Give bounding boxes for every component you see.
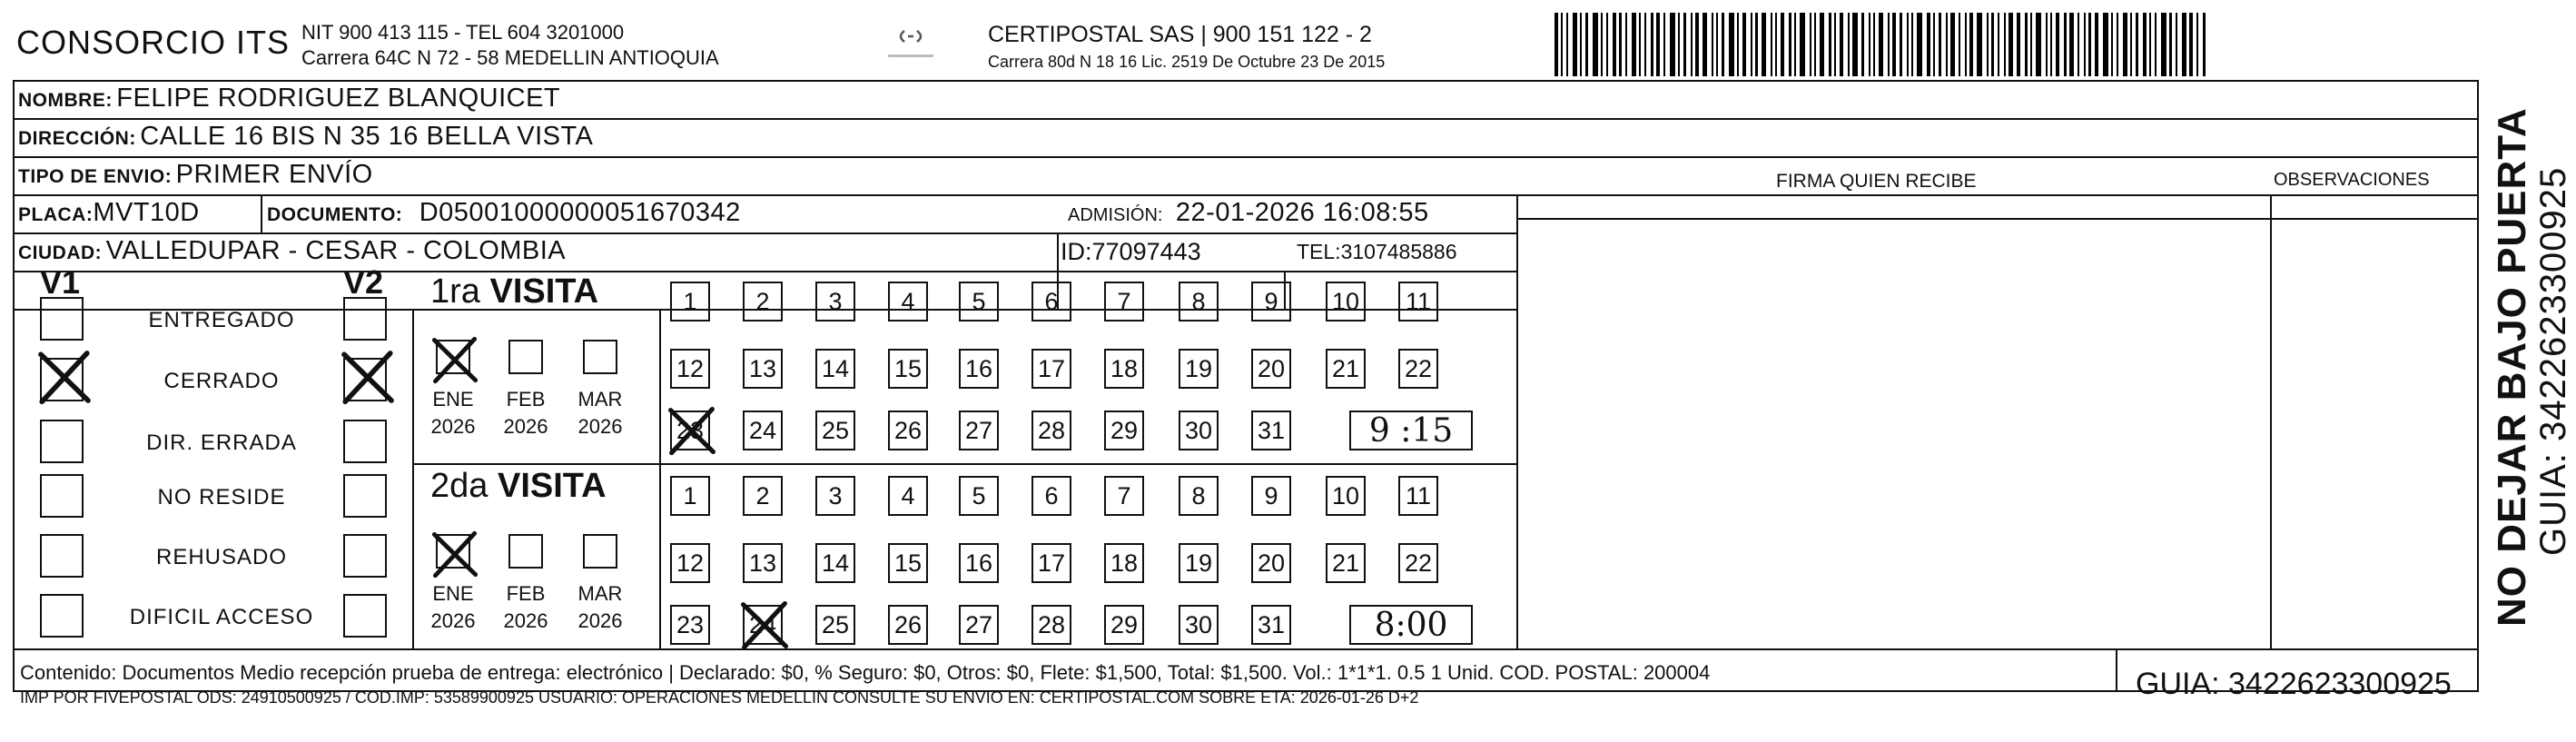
month-label: FEB — [506, 388, 546, 411]
day-box[interactable]: 24 — [743, 411, 783, 450]
v2-label: V2 — [343, 263, 384, 301]
day-box[interactable]: 16 — [959, 543, 999, 583]
status-label: REHUSADO — [155, 545, 288, 569]
month-label: FEB — [506, 582, 546, 605]
day-box[interactable]: 18 — [1104, 543, 1144, 583]
visit-title: 1ra VISITA — [430, 272, 599, 311]
month-checkbox[interactable] — [436, 534, 470, 569]
barcode-bar — [1585, 13, 1588, 76]
barcode-bar — [1716, 13, 1718, 76]
ciudad-label: CIUDAD: — [18, 242, 103, 263]
direccion-value: CALLE 16 BIS N 35 16 BELLA VISTA — [140, 122, 594, 151]
barcode-bar — [1998, 13, 1999, 76]
barcode-bar — [1987, 13, 1989, 76]
barcode-bar — [1737, 13, 1739, 76]
day-box[interactable]: 9 — [1251, 476, 1291, 516]
v1-checkbox[interactable] — [40, 534, 84, 578]
barcode-bar — [2111, 13, 2113, 76]
visit-time: 9 :15 — [1349, 411, 1473, 450]
barcode-bar — [1810, 13, 1811, 76]
day-box[interactable]: 13 — [743, 349, 783, 389]
day-box[interactable]: 11 — [1398, 282, 1438, 322]
day-box[interactable]: 26 — [888, 605, 928, 645]
barcode-bar — [1561, 13, 1563, 76]
barcode-bar — [1861, 13, 1864, 76]
barcode-bar — [1917, 13, 1922, 76]
tipo-envio-value: PRIMER ENVÍO — [175, 160, 373, 189]
day-box[interactable]: 29 — [1104, 411, 1144, 450]
tipo-envio-label: TIPO DE ENVIO: — [18, 166, 173, 187]
barcode-bar — [2143, 13, 2147, 76]
day-box[interactable]: 3 — [815, 282, 855, 322]
v2-checkbox[interactable] — [343, 474, 387, 518]
documento-value: D05001000000051670342 — [419, 198, 741, 227]
placa-value: MVT10D — [93, 198, 200, 227]
barcode-bar — [2064, 13, 2067, 76]
nombre-label: NOMBRE: — [18, 90, 113, 111]
admision-value: 22-01-2026 16:08:55 — [1175, 198, 1429, 227]
v1-label: V1 — [40, 263, 81, 301]
nombre-value: FELIPE RODRIGUEZ BLANQUICET — [116, 84, 561, 113]
day-box[interactable]: 25 — [815, 411, 855, 450]
month-checkbox[interactable] — [583, 340, 617, 374]
barcode-bar — [2123, 13, 2127, 76]
barcode-bar — [1911, 13, 1913, 76]
barcode-bar — [1879, 13, 1883, 76]
day-box[interactable]: 10 — [1326, 282, 1366, 322]
company-address: Carrera 64C N 72 - 58 MEDELLIN ANTIOQUIA — [301, 46, 719, 69]
day-box[interactable]: 23 — [670, 411, 710, 450]
barcode — [1554, 13, 2462, 76]
barcode-bar — [2130, 13, 2132, 76]
barcode-bar — [2176, 13, 2177, 76]
placa-label: PLACA: — [18, 204, 94, 225]
barcode-bar — [2004, 13, 2006, 76]
barcode-bar — [2050, 13, 2052, 76]
company-name: CONSORCIO ITS — [16, 24, 291, 61]
v1-checkbox[interactable] — [40, 358, 84, 401]
contenido-text: Contenido: Documentos Medio recepción prueba de entrega: electrónico | Declarado: $0, % Seguro: $0, Otros: $0, Flete: $1,500, Total: $1,500. Vol.: 1*1*1. 0.5 1 Unid. COD. POSTAL: 200004 — [20, 661, 1711, 684]
barcode-bar — [2084, 13, 2086, 76]
day-box[interactable]: 30 — [1179, 411, 1219, 450]
day-box[interactable]: 28 — [1031, 605, 1071, 645]
barcode-bar — [1781, 13, 1784, 76]
day-box[interactable]: 5 — [959, 476, 999, 516]
day-box[interactable]: 17 — [1031, 543, 1071, 583]
status-label: NO RESIDE — [157, 485, 286, 510]
barcode-bar — [1939, 13, 1941, 76]
barcode-bar — [1794, 13, 1796, 76]
barcode-bar — [1789, 13, 1791, 76]
barcode-bar — [1703, 13, 1707, 76]
day-box[interactable]: 8 — [1179, 282, 1219, 322]
month-year: 2026 — [430, 415, 476, 438]
barcode-bar — [1722, 13, 1724, 76]
day-box[interactable]: 29 — [1104, 605, 1144, 645]
visit-title: 2da VISITA — [430, 467, 607, 505]
barcode-bar — [2008, 13, 2013, 76]
barcode-bar — [1852, 13, 1858, 76]
day-box[interactable]: 1 — [670, 476, 710, 516]
direccion-label: DIRECCIÓN: — [18, 128, 136, 149]
barcode-bar — [1755, 13, 1758, 76]
barcode-bar — [1814, 13, 1816, 76]
day-box[interactable]: 7 — [1104, 476, 1144, 516]
v1-checkbox[interactable] — [40, 297, 84, 341]
day-box[interactable]: 20 — [1251, 543, 1291, 583]
day-box[interactable]: 13 — [743, 543, 783, 583]
barcode-bar — [1965, 13, 1967, 76]
barcode-bar — [2103, 13, 2108, 76]
day-box[interactable]: 27 — [959, 411, 999, 450]
barcode-bar — [1829, 13, 1831, 76]
day-box[interactable]: 20 — [1251, 349, 1291, 389]
day-box[interactable]: 16 — [959, 349, 999, 389]
day-box[interactable]: 15 — [888, 349, 928, 389]
barcode-bar — [2155, 13, 2157, 76]
side-warning: NO DEJAR BAJO PUERTA — [2490, 107, 2534, 627]
day-box[interactable]: 2 — [743, 476, 783, 516]
day-box[interactable]: 1 — [670, 282, 710, 322]
id-label: ID: — [1061, 238, 1092, 265]
barcode-bar — [2189, 13, 2193, 76]
day-box[interactable]: 15 — [888, 543, 928, 583]
v1-checkbox[interactable] — [40, 594, 84, 638]
barcode-bar — [1848, 13, 1850, 76]
barcode-bar — [2196, 13, 2198, 76]
barcode-bar — [2036, 13, 2041, 76]
day-box[interactable]: 21 — [1326, 349, 1366, 389]
barcode-bar — [1729, 13, 1734, 76]
day-box[interactable]: 31 — [1251, 411, 1291, 450]
day-box[interactable]: 6 — [1031, 282, 1071, 322]
day-box[interactable]: 28 — [1031, 411, 1071, 450]
barcode-bar — [2025, 13, 2028, 76]
ciudad-value: VALLEDUPAR - CESAR - COLOMBIA — [105, 236, 567, 265]
v2-checkbox[interactable] — [343, 358, 387, 401]
barcode-bar — [1873, 13, 1875, 76]
barcode-bar — [1613, 13, 1616, 76]
admision-label: ADMISIÓN: — [1068, 205, 1163, 225]
barcode-bar — [2078, 13, 2079, 76]
barcode-bar — [1969, 13, 1973, 76]
barcode-bar — [1927, 13, 1930, 76]
barcode-bar — [2069, 13, 2074, 76]
day-box[interactable]: 4 — [888, 282, 928, 322]
tel-value: 3107485886 — [1340, 240, 1457, 263]
barcode-bar — [1625, 13, 1627, 76]
day-box[interactable]: 9 — [1251, 282, 1291, 322]
barcode-bar — [2169, 13, 2172, 76]
day-box[interactable]: 22 — [1398, 349, 1438, 389]
barcode-bar — [2182, 13, 2186, 76]
barcode-bar — [1762, 13, 1766, 76]
carrier-address: Carrera 80d N 18 16 Lic. 2519 De Octubre 23 De 2015 — [988, 53, 1386, 71]
status-label: CERRADO — [163, 369, 280, 393]
barcode-bar — [1751, 13, 1752, 76]
barcode-bar — [1632, 13, 1636, 76]
status-label: ENTREGADO — [148, 308, 295, 332]
month-label: ENE — [432, 582, 474, 605]
barcode-bar — [2088, 13, 2091, 76]
day-box[interactable]: 26 — [888, 411, 928, 450]
v1-checkbox[interactable] — [40, 420, 84, 463]
month-checkbox[interactable] — [508, 340, 543, 374]
day-box[interactable]: 27 — [959, 605, 999, 645]
barcode-bar — [1771, 13, 1772, 76]
day-box[interactable]: 2 — [743, 282, 783, 322]
barcode-bar — [1907, 13, 1909, 76]
barcode-bar — [1678, 13, 1680, 76]
month-year: 2026 — [577, 415, 623, 438]
day-box[interactable]: 12 — [670, 543, 710, 583]
day-box[interactable]: 14 — [815, 543, 855, 583]
barcode-bar — [2149, 13, 2151, 76]
barcode-bar — [1566, 13, 1568, 76]
day-box[interactable]: 10 — [1326, 476, 1366, 516]
month-label: ENE — [432, 388, 474, 411]
month-checkbox[interactable] — [508, 534, 543, 569]
barcode-bar — [1663, 13, 1665, 76]
imp-text: IMP POR FIVEPOSTAL ODS: 24910500925 / COD.IMP: 53589900925 USUARIO: OPERACIONES MEDELLIN CONSULTE SU ENVIO EN: CERTIPOSTAL.COM SOBRE ETA: 2026-01-26 D+2 — [20, 688, 1419, 707]
barcode-bar — [2056, 13, 2059, 76]
barcode-bar — [1834, 13, 1836, 76]
month-label: MAR — [577, 582, 623, 605]
barcode-bar — [1869, 13, 1870, 76]
barcode-bar — [1820, 13, 1824, 76]
barcode-bar — [1888, 13, 1890, 76]
documento-label: DOCUMENTO: — [267, 204, 403, 225]
barcode-bar — [1977, 13, 1982, 76]
month-checkbox[interactable] — [583, 534, 617, 569]
barcode-bar — [1950, 13, 1955, 76]
barcode-bar — [2117, 13, 2118, 76]
day-box[interactable]: 12 — [670, 349, 710, 389]
barcode-bar — [1695, 13, 1699, 76]
barcode-bar — [2017, 13, 2020, 76]
month-checkbox[interactable] — [436, 340, 470, 374]
month-label: MAR — [577, 388, 623, 411]
day-box[interactable]: 19 — [1179, 349, 1219, 389]
barcode-bar — [1670, 13, 1675, 76]
month-year: 2026 — [503, 415, 548, 438]
firma-label: FIRMA QUIEN RECIBE — [1776, 171, 1977, 192]
barcode-bar — [1712, 13, 1713, 76]
barcode-bar — [1656, 13, 1660, 76]
day-box[interactable]: 22 — [1398, 543, 1438, 583]
barcode-bar — [1606, 13, 1608, 76]
day-box[interactable]: 14 — [815, 349, 855, 389]
barcode-bar — [2030, 13, 2032, 76]
carrier-name: CERTIPOSTAL SAS | 900 151 122 - 2 — [988, 22, 1372, 47]
day-box[interactable]: 21 — [1326, 543, 1366, 583]
barcode-bar — [1840, 13, 1843, 76]
barcode-bar — [1900, 13, 1902, 76]
certipostal-logo-icon — [883, 24, 939, 69]
day-box[interactable]: 25 — [815, 605, 855, 645]
month-year: 2026 — [503, 609, 548, 632]
day-box[interactable]: 3 — [815, 476, 855, 516]
barcode-bar — [1554, 13, 1558, 76]
v2-checkbox[interactable] — [343, 420, 387, 463]
side-guia: GUIA: 3422623300925 — [2533, 166, 2573, 556]
day-box[interactable]: 30 — [1179, 605, 1219, 645]
barcode-bar — [1573, 13, 1577, 76]
barcode-bar — [2046, 13, 2048, 76]
barcode-bar — [1691, 13, 1693, 76]
day-box[interactable]: 6 — [1031, 476, 1071, 516]
v2-checkbox[interactable] — [343, 594, 387, 638]
barcode-bar — [1959, 13, 1960, 76]
barcode-bar — [1651, 13, 1653, 76]
guia-box: GUIA: 3422623300925 — [2136, 667, 2452, 701]
barcode-bar — [1601, 13, 1603, 76]
company-nit: NIT 900 413 115 - TEL 604 3201000 — [301, 21, 625, 44]
day-box[interactable]: 4 — [888, 476, 928, 516]
status-label: DIR. ERRADA — [146, 430, 297, 455]
barcode-bar — [1946, 13, 1948, 76]
barcode-bar — [1593, 13, 1598, 76]
observaciones-label: OBSERVACIONES — [2274, 170, 2430, 190]
v2-checkbox[interactable] — [343, 297, 387, 341]
barcode-bar — [1933, 13, 1935, 76]
v2-checkbox[interactable] — [343, 534, 387, 578]
barcode-bar — [1991, 13, 1994, 76]
day-box[interactable]: 24 — [743, 605, 783, 645]
day-box[interactable]: 8 — [1179, 476, 1219, 516]
barcode-bar — [1800, 13, 1805, 76]
status-label: DIFICIL ACCESO — [129, 605, 314, 629]
barcode-bar — [1580, 13, 1582, 76]
day-box[interactable]: 23 — [670, 605, 710, 645]
barcode-bar — [1619, 13, 1622, 76]
visit-time: 8:00 — [1349, 605, 1473, 645]
barcode-bar — [1683, 13, 1686, 76]
barcode-bar — [2161, 13, 2166, 76]
tel-label: TEL: — [1297, 240, 1341, 263]
barcode-bar — [2095, 13, 2098, 76]
day-box[interactable]: 17 — [1031, 349, 1071, 389]
month-year: 2026 — [577, 609, 623, 632]
day-box[interactable]: 31 — [1251, 605, 1291, 645]
v1-checkbox[interactable] — [40, 474, 84, 518]
day-box[interactable]: 5 — [959, 282, 999, 322]
day-box[interactable]: 19 — [1179, 543, 1219, 583]
day-box[interactable]: 7 — [1104, 282, 1144, 322]
day-box[interactable]: 11 — [1398, 476, 1438, 516]
barcode-bar — [1639, 13, 1641, 76]
barcode-bar — [1775, 13, 1777, 76]
month-year: 2026 — [430, 609, 476, 632]
id-value: 77097443 — [1091, 238, 1201, 265]
barcode-bar — [1892, 13, 1896, 76]
barcode-bar — [1742, 13, 1746, 76]
barcode-bar — [2136, 13, 2138, 76]
barcode-bar — [2203, 13, 2206, 76]
day-box[interactable]: 18 — [1104, 349, 1144, 389]
barcode-bar — [1644, 13, 1646, 76]
